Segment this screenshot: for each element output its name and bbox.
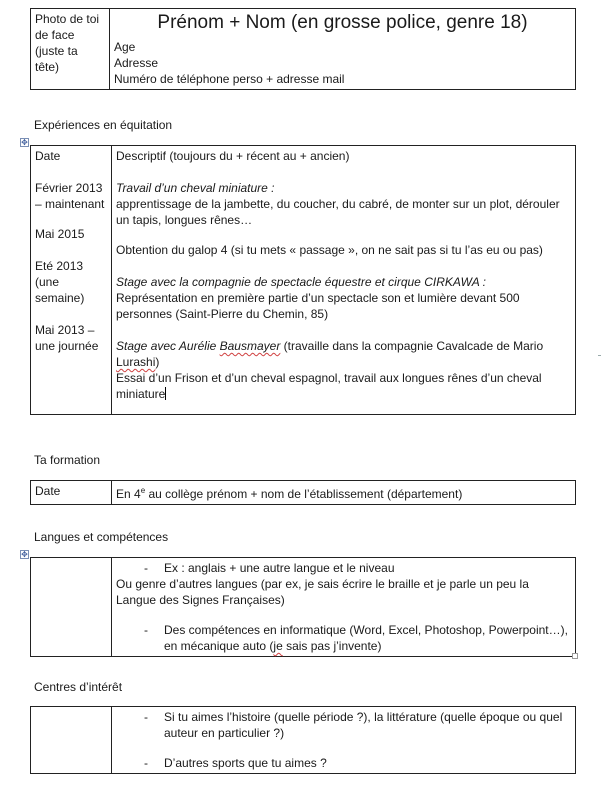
- heading-part: ): [155, 355, 160, 369]
- bullet-dash: -: [144, 710, 148, 724]
- desc-header: Descriptif (toujours du + récent au + ancien): [116, 149, 350, 163]
- spellcheck-word: Bausmayer: [219, 339, 281, 353]
- formation-text-cell: [112, 481, 576, 505]
- bullet-text-part: sais pas j’invente): [282, 639, 382, 653]
- spellcheck-word: Lurashi: [116, 355, 156, 369]
- bullet-item: [116, 560, 571, 576]
- table-move-handle-icon[interactable]: ✥: [21, 138, 28, 147]
- langues-title: Langues et compétences: [34, 530, 169, 544]
- entry-date: Eté 2013 (une semaine): [35, 259, 85, 305]
- experiences-date-col: [31, 146, 112, 415]
- bullet-item: [116, 709, 571, 741]
- langues-right-cell: [112, 558, 576, 657]
- bullet-text: D’autres sports que tu aimes ?: [164, 756, 327, 770]
- entry-date: Mai 2013 – une journée: [35, 323, 99, 353]
- langues-paragraph: Ou genre d’autres langues (par ex, je sais écrire le braille et je parle un peu la Langue des Signes Françaises): [116, 577, 529, 607]
- entry-heading: Travail d’un cheval miniature :: [116, 181, 275, 195]
- bullet-text: [164, 622, 571, 654]
- table-move-handle-icon[interactable]: ✥: [21, 550, 28, 559]
- experiences-desc-col: [112, 146, 576, 415]
- langues-table: [30, 557, 576, 657]
- bullet-text: Ex : anglais + une autre langue et le niveau: [164, 561, 395, 575]
- formation-date-cell: Date: [31, 481, 112, 505]
- header-table: [30, 8, 576, 90]
- interets-table: [30, 706, 576, 774]
- entry-block: [116, 180, 571, 228]
- entry-text: Obtention du galop 4 (si tu mets « passage », on ne sait pas si tu l’as eu ou pas): [116, 243, 543, 257]
- entry-text: [116, 370, 571, 402]
- entry-heading: [116, 338, 571, 370]
- margin-mark: [598, 355, 601, 356]
- entry-text: Représentation en première partie d’un spectacle son et lumière devant 500 personnes (Saint-Pierre du Chemin, 85): [116, 291, 520, 321]
- identity-cell: [110, 9, 576, 90]
- bullet-item: [116, 622, 571, 654]
- table-resize-handle[interactable]: [572, 653, 578, 659]
- photo-cell: [31, 9, 110, 90]
- bullet-text: Si tu aimes l’histoire (quelle période ?), la littérature (quelle époque ou quel auteur en particulier ?): [164, 710, 563, 740]
- langues-left-cell: [31, 558, 112, 657]
- interets-right-cell: [112, 707, 576, 774]
- contact-line: Numéro de téléphone perso + adresse mail: [114, 72, 345, 86]
- entry-date: Mai 2015: [35, 227, 85, 241]
- name-heading: Prénom + Nom (en grosse police, genre 18): [157, 12, 528, 33]
- age-line: Age: [114, 40, 136, 54]
- address-line: Adresse: [114, 56, 159, 70]
- heading-part: (travaille dans la compagnie Cavalcade de Mario: [280, 339, 544, 353]
- bullet-dash: -: [144, 561, 148, 575]
- interets-title: Centres d’intérêt: [34, 680, 123, 694]
- text-cursor: [165, 387, 166, 400]
- spellcheck-word: je: [273, 639, 283, 653]
- date-header: Date: [35, 149, 61, 163]
- entry-text-content: Essai d’un Frison et d’un cheval espagnol, travail aux longues rênes d’un cheval miniature: [116, 371, 542, 401]
- bullet-text-part: Des compétences en informatique (Word, Excel, Photoshop, Powerpoint…), en mécanique auto (: [164, 623, 568, 653]
- bullet-dash: -: [144, 623, 148, 637]
- entry-date: Février 2013 – maintenant: [35, 181, 105, 211]
- photo-placeholder-text: Photo de toi de face (juste ta tête): [35, 12, 100, 74]
- heading-part: Stage avec Aurélie: [116, 339, 220, 353]
- formation-text: En 4: [116, 487, 141, 501]
- formation-table: [30, 480, 576, 505]
- formation-text: au collège prénom + nom de l’établissement (département): [145, 487, 463, 501]
- interets-left-cell: [31, 707, 112, 774]
- bullet-dash: -: [144, 756, 148, 770]
- bullet-item: [116, 755, 571, 771]
- experiences-title: Expériences en équitation: [34, 118, 173, 132]
- superscript: e: [140, 486, 146, 495]
- entry-text: apprentissage de la jambette, du coucher, du cabré, de monter sur un plot, dérouler un tapis, longues rênes…: [116, 197, 560, 227]
- formation-title: Ta formation: [34, 453, 101, 467]
- entry-block: [116, 242, 571, 258]
- experiences-table: [30, 145, 576, 415]
- entry-block: [116, 274, 571, 322]
- entry-heading: Stage avec la compagnie de spectacle équestre et cirque CIRKAWA :: [116, 275, 486, 289]
- entry-block: [116, 338, 571, 402]
